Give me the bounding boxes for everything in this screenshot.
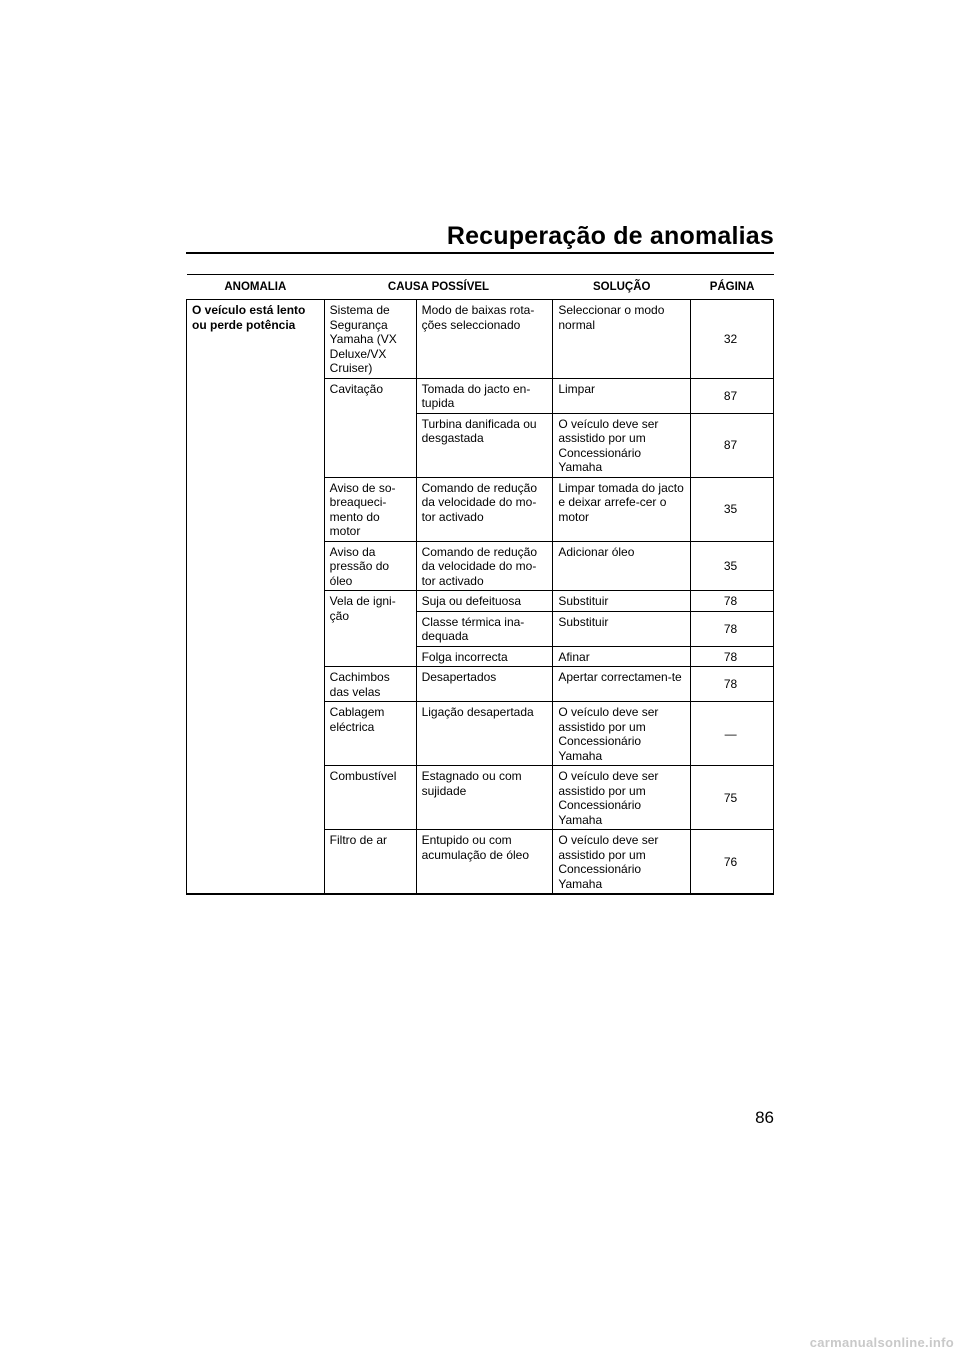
cause-cell: Aviso de so-breaqueci-mento do motor xyxy=(324,477,416,541)
cause-cell: Combustível xyxy=(324,766,416,830)
page-ref-cell: 87 xyxy=(691,378,774,413)
page-ref-cell: 35 xyxy=(691,541,774,591)
cause-cell: Vela de igni-ção xyxy=(324,591,416,667)
table-header-row xyxy=(187,275,774,300)
page-ref-cell: 35 xyxy=(691,477,774,541)
cause-cell: Aviso da pressão do óleo xyxy=(324,541,416,591)
solution-cell: O veículo deve ser assistido por um Concessionário Yamaha xyxy=(553,830,691,895)
solution-cell: Substituir xyxy=(553,591,691,612)
cause-cell: Cachimbos das velas xyxy=(324,667,416,702)
header-pagina: PÁGINA xyxy=(691,275,774,300)
detail-cell: Desapertados xyxy=(416,667,553,702)
page-number: 86 xyxy=(755,1108,774,1127)
solution-cell: Apertar correctamen-te xyxy=(553,667,691,702)
solution-cell: Substituir xyxy=(553,611,691,646)
page-ref-cell: 32 xyxy=(691,300,774,379)
solution-cell: Seleccionar o modo normal xyxy=(553,300,691,379)
troubleshooting-table xyxy=(186,274,774,895)
detail-cell: Classe térmica ina-dequada xyxy=(416,611,553,646)
page-ref-cell: 78 xyxy=(691,611,774,646)
detail-cell: Modo de baixas rota-ções seleccionado xyxy=(416,300,553,379)
cause-cell: Cablagem eléctrica xyxy=(324,702,416,766)
solution-cell: Afinar xyxy=(553,646,691,667)
solution-cell: Adicionar óleo xyxy=(553,541,691,591)
solution-cell: Limpar tomada do jacto e deixar arrefe-cer o motor xyxy=(553,477,691,541)
anomaly-cell: O veículo está lento ou perde potência xyxy=(187,300,325,895)
detail-cell: Tomada do jacto en-tupida xyxy=(416,378,553,413)
page-ref-cell: 78 xyxy=(691,591,774,612)
header-anomalia: ANOMALIA xyxy=(187,275,325,300)
detail-cell: Folga incorrecta xyxy=(416,646,553,667)
solution-cell: Limpar xyxy=(553,378,691,413)
page-ref-cell: 87 xyxy=(691,413,774,477)
detail-cell: Entupido ou com acumulação de óleo xyxy=(416,830,553,895)
detail-cell: Comando de redução da velocidade do mo-tor activado xyxy=(416,541,553,591)
detail-cell: Comando de redução da velocidade do mo-tor activado xyxy=(416,477,553,541)
watermark: carmanualsonline.info xyxy=(809,1335,954,1350)
solution-cell: O veículo deve ser assistido por um Concessionário Yamaha xyxy=(553,413,691,477)
solution-cell: O veículo deve ser assistido por um Concessionário Yamaha xyxy=(553,766,691,830)
page-ref-cell: — xyxy=(691,702,774,766)
page-ref-cell: 78 xyxy=(691,646,774,667)
page-ref-cell: 75 xyxy=(691,766,774,830)
page-title: Recuperação de anomalias xyxy=(446,222,774,250)
header-causa-possivel: CAUSA POSSÍVEL xyxy=(324,275,553,300)
page-ref-cell: 76 xyxy=(691,830,774,895)
header-solucao: SOLUÇÃO xyxy=(553,275,691,300)
detail-cell: Turbina danificada ou desgastada xyxy=(416,413,553,477)
detail-cell: Ligação desapertada xyxy=(416,702,553,766)
detail-cell: Estagnado ou com sujidade xyxy=(416,766,553,830)
cause-cell: Filtro de ar xyxy=(324,830,416,895)
cause-cell: Sistema de Segurança Yamaha (VX Deluxe/VX Cruiser) xyxy=(324,300,416,379)
page-ref-cell: 78 xyxy=(691,667,774,702)
table-row xyxy=(187,300,774,379)
title-rule xyxy=(186,252,774,254)
cause-cell: Cavitação xyxy=(324,378,416,477)
detail-cell: Suja ou defeituosa xyxy=(416,591,553,612)
solution-cell: O veículo deve ser assistido por um Concessionário Yamaha xyxy=(553,702,691,766)
